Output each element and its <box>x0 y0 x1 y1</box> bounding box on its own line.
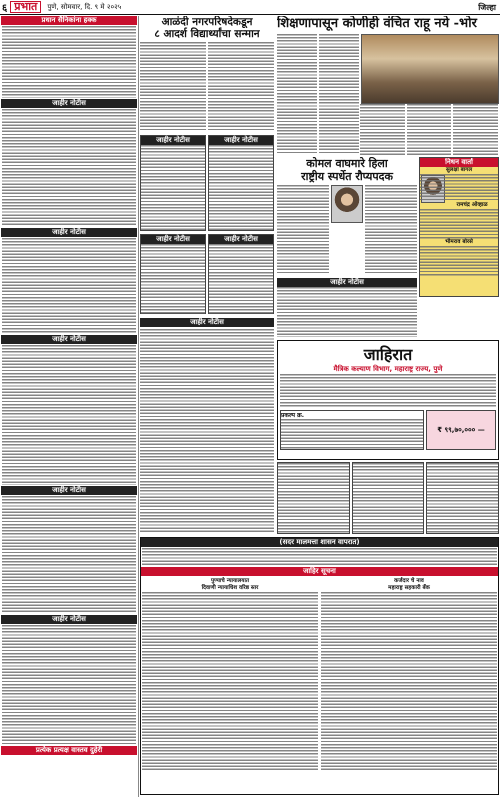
bottom-legal-notice <box>140 537 499 795</box>
advertisement-text <box>280 374 496 408</box>
students-notice-title-3: जाहीर नोटीस <box>141 235 205 244</box>
schools-text-col-2 <box>319 34 359 154</box>
students-notice-title-4: जाहीर नोटीस <box>209 235 273 244</box>
right-mid-notice-text <box>277 287 417 337</box>
obituary-text-2 <box>420 209 498 239</box>
middle-lower-notice-title: जाहीर नोटीस <box>140 318 274 327</box>
obituary-item-2: रामचंद्र ओव्हाळ <box>456 202 488 208</box>
bottom-left-text <box>142 592 318 772</box>
advertisement-table-label: प्रकल्प क्र. <box>281 412 304 419</box>
left-notice-title-2: जाहीर नोटीस <box>1 228 137 237</box>
obituary-text-3 <box>420 246 498 276</box>
students-story <box>140 16 274 316</box>
advertisement-table <box>281 419 423 449</box>
left-notice-text-5 <box>2 625 136 745</box>
athlete-headline-1: कोमल वाघमारे हिला <box>306 157 388 170</box>
left-notice-text-4 <box>2 496 136 614</box>
left-notice-text-3 <box>2 345 136 485</box>
students-notice-text-4 <box>209 244 273 314</box>
right-lower-notice-3 <box>427 463 498 533</box>
schools-text-col-3 <box>360 104 405 156</box>
students-headline-1: आळंदी नगरपरिषदेकडून <box>161 16 253 28</box>
section-label: जिल्हा <box>478 2 496 12</box>
students-notice-text-2 <box>209 145 273 231</box>
schools-headline: शिक्षणापासून कोणीही वंचित राहू नये -भोर <box>277 16 477 31</box>
students-notice-text-1 <box>141 145 205 231</box>
students-headline-2: ८ आदर्श विद्यार्थ्यांचा सन्मान <box>154 28 260 40</box>
athlete-story <box>277 157 417 275</box>
left-top-box-text <box>2 26 136 98</box>
left-notice-title-4: जाहीर नोटीस <box>1 486 137 495</box>
schools-text-col-4 <box>407 104 452 156</box>
left-notice-text-2 <box>2 238 136 334</box>
middle-lower-notice-text <box>140 329 274 533</box>
left-notice-title-5: जाहीर नोटीस <box>1 615 137 624</box>
right-lower-notices <box>277 462 499 534</box>
students-text-col-1 <box>140 42 206 132</box>
schools-photo <box>361 34 499 104</box>
obituary-subtitle: सुलक्षा बागल <box>445 167 473 173</box>
left-notice-title-1: जाहीर नोटीस <box>1 99 137 108</box>
right-lower-notice-2 <box>353 463 424 533</box>
right-mid-notice-title: जाहीर नोटीस <box>277 278 417 287</box>
middle-lower-notices <box>140 318 274 534</box>
athlete-text-col-1 <box>277 185 329 273</box>
bottom-notice-intro <box>142 548 497 566</box>
newspaper-logo: प्रभात <box>10 1 41 13</box>
masthead <box>0 0 500 15</box>
schools-text-col-5 <box>453 104 498 156</box>
athlete-headline-2: राष्ट्रीय स्पर्धेत रौप्यपदक <box>301 170 393 183</box>
bottom-right-text <box>321 592 497 772</box>
right-lower-notice-1 <box>278 463 349 533</box>
obituary-panel <box>419 157 499 297</box>
bottom-left-sub: दिवाणी न्यायाधिश वरिष्ठ स्तर <box>201 585 259 591</box>
left-notice-text-1 <box>2 109 136 227</box>
issue-date: पुणे, सोमवार, दि. ९ मे २०२५ <box>47 2 122 11</box>
obituary-title: निधन वार्ता <box>420 158 498 167</box>
advertisement-line1: मैत्रिक कल्याण विभाग, महाराष्ट्र राज्य, पुणे <box>333 365 443 373</box>
page-number: ६ <box>2 3 8 14</box>
left-notice-title-3: जाहीर नोटीस <box>1 335 137 344</box>
advertisement-title: जाहिरात <box>363 345 413 364</box>
obituary-item-3: भीमराव बोरसे <box>445 239 473 245</box>
athlete-photo <box>331 185 363 223</box>
advertisement-amount: ₹ ९९,७०,००० — <box>437 425 485 434</box>
bottom-left-title: पुण्याचे न्यायालयात <box>210 578 250 584</box>
advertisement-box <box>277 340 499 460</box>
schools-text-col-1 <box>277 34 317 154</box>
students-notice-text-3 <box>141 244 205 314</box>
left-top-box-title: प्रधान सैनिकांना हक्क <box>1 16 137 25</box>
athlete-text-col-2 <box>365 185 417 273</box>
left-notice-column <box>1 16 137 797</box>
bottom-notice-header: (सदर मालमत्ता शासन वापरात) <box>141 538 498 547</box>
students-notice-title-1: जाहीर नोटीस <box>141 136 205 145</box>
students-notice-title-2: जाहीर नोटीस <box>209 136 273 145</box>
bottom-notice-band: जाहिर सूचना <box>141 567 498 576</box>
students-text-col-2 <box>208 42 274 132</box>
bottom-right-sub: महाराष्ट्र सहकारी बँक <box>388 585 430 591</box>
bottom-right-title: कर्जदार चे नाव <box>394 578 424 584</box>
left-footer-box: प्रत्येक प्रत्यक्ष वास्तव दुहेरी <box>1 746 137 755</box>
obituary-text-1 <box>420 174 498 202</box>
schools-text-lower <box>360 104 498 156</box>
right-mid-notice <box>277 278 417 338</box>
